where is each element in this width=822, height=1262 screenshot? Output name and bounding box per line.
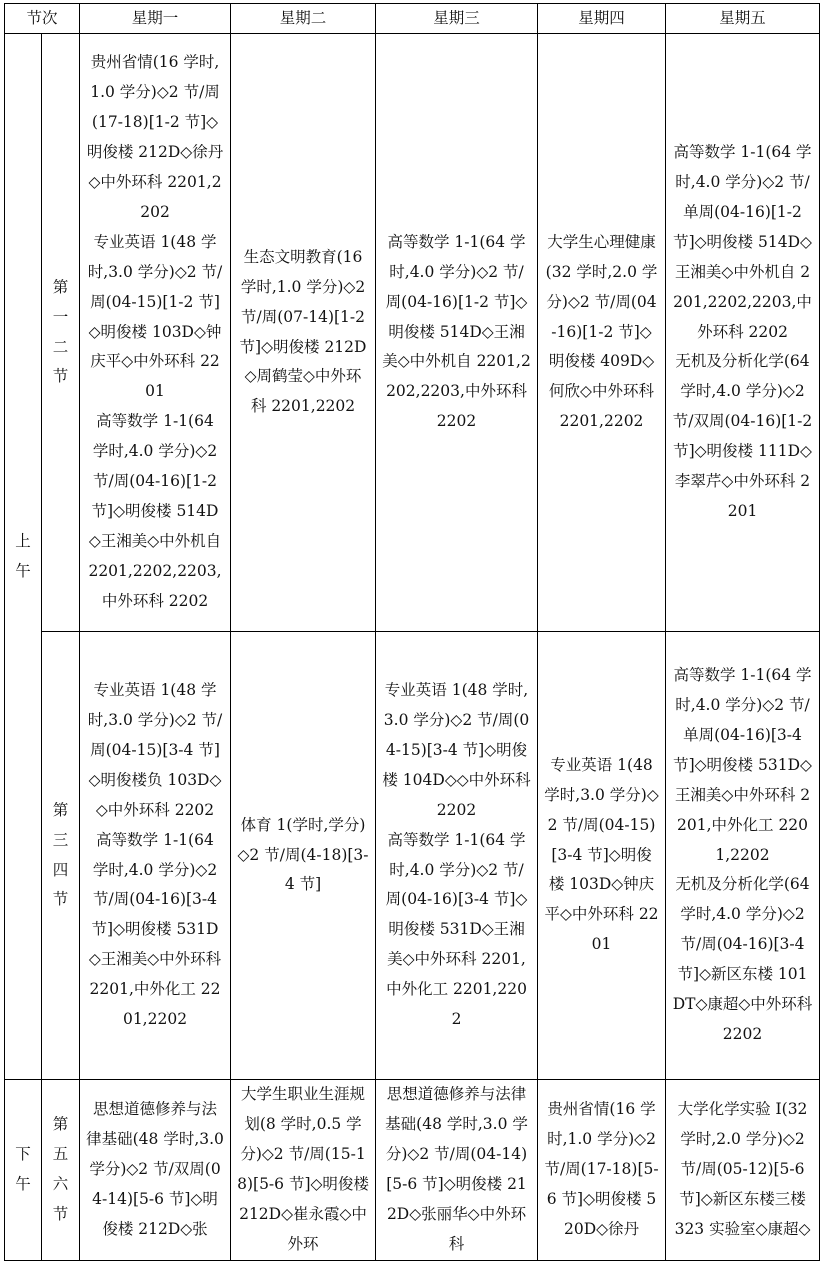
course-timetable xyxy=(4,3,820,1261)
period-row-3-4 xyxy=(5,632,820,1080)
session-afternoon: 下午 xyxy=(5,1080,42,1261)
course-cell-mon-1-2: 贵州省情(16 学时,1.0 学分)◇2 节/周(17-18)[1-2 节]◇明俊楼 212D◇徐丹◇中外环科 2201,2202 专业英语 1(48 学时,3.0 学分)◇2 节/周(04-15)[1-2 节]◇明俊楼 103D◇钟庆平◇中外环科 2201 高等数学 1-1(64 学时,4.0 学分)◇2 节/周(04-16)[1-2 节]◇明俊楼 514D◇王湘美◇中外机自 2201,2202,2203,中外环科 2202 xyxy=(80,34,231,632)
course-cell-mon-5-6: 思想道德修养与法律基础(48 学时,3.0 学分)◇2 节/双周(04-14)[5-6 节]◇明俊楼 212D◇张 xyxy=(80,1080,231,1261)
period-label-3-4: 第三四节 xyxy=(42,632,80,1080)
day-header-thursday: 星期四 xyxy=(538,4,666,34)
course-cell-thu-5-6: 贵州省情(16 学时,1.0 学分)◇2 节/周(17-18)[5-6 节]◇明俊楼 520D◇徐丹 xyxy=(538,1080,666,1261)
course-cell-wed-3-4: 专业英语 1(48 学时,3.0 学分)◇2 节/周(04-15)[3-4 节]◇明俊楼 104D◇◇中外环科 2202 高等数学 1-1(64 学时,4.0 学分)◇2 节/周(04-16)[3-4 节]◇明俊楼 531D◇王湘美◇中外环科 2201,中外化工 2201,2202 xyxy=(376,632,538,1080)
period-label-5-6: 第五六节 xyxy=(42,1080,80,1261)
course-cell-tue-3-4: 体育 1(学时,学分)◇2 节/周(4-18)[3-4 节] xyxy=(231,632,376,1080)
period-label-1-2: 第一二节 xyxy=(42,34,80,632)
day-header-friday: 星期五 xyxy=(666,4,820,34)
period-header: 节次 xyxy=(5,4,80,34)
course-cell-thu-3-4: 专业英语 1(48 学时,3.0 学分)◇2 节/周(04-15)[3-4 节]◇明俊楼 103D◇钟庆平◇中外环科 2201 xyxy=(538,632,666,1080)
header-row xyxy=(5,4,820,34)
course-cell-thu-1-2: 大学生心理健康(32 学时,2.0 学分)◇2 节/周(04-16)[1-2 节]◇明俊楼 409D◇何欣◇中外环科 2201,2202 xyxy=(538,34,666,632)
course-cell-tue-5-6: 大学生职业生涯规划(8 学时,0.5 学分)◇2 节/周(15-18)[5-6 节]◇明俊楼 212D◇崔永霞◇中外环 xyxy=(231,1080,376,1261)
period-row-1-2 xyxy=(5,34,820,632)
course-cell-mon-3-4: 专业英语 1(48 学时,3.0 学分)◇2 节/周(04-15)[3-4 节]◇明俊楼负 103D◇◇中外环科 2202 高等数学 1-1(64 学时,4.0 学分)◇2 节/周(04-16)[3-4 节]◇明俊楼 531D◇王湘美◇中外环科 2201,中外化工 2201,2202 xyxy=(80,632,231,1080)
course-cell-fri-1-2: 高等数学 1-1(64 学时,4.0 学分)◇2 节/单周(04-16)[1-2 节]◇明俊楼 514D◇王湘美◇中外机自 2201,2202,2203,中外环科 2202 无机及分析化学(64 学时,4.0 学分)◇2 节/双周(04-16)[1-2 节]◇明俊楼 111D◇李翠芹◇中外环科 2201 xyxy=(666,34,820,632)
course-cell-fri-3-4: 高等数学 1-1(64 学时,4.0 学分)◇2 节/单周(04-16)[3-4 节]◇明俊楼 531D◇王湘美◇中外环科 2201,中外化工 2201,2202 无机及分析化学(64 学时,4.0 学分)◇2 节/周(04-16)[3-4 节]◇新区东楼 101DT◇康超◇中外环科 2202 xyxy=(666,632,820,1080)
period-row-5-6 xyxy=(5,1080,820,1261)
session-morning: 上午 xyxy=(5,34,42,1080)
day-header-tuesday: 星期二 xyxy=(231,4,376,34)
course-cell-wed-1-2: 高等数学 1-1(64 学时,4.0 学分)◇2 节/周(04-16)[1-2 节]◇明俊楼 514D◇王湘美◇中外机自 2201,2202,2203,中外环科 2202 xyxy=(376,34,538,632)
day-header-monday: 星期一 xyxy=(80,4,231,34)
day-header-wednesday: 星期三 xyxy=(376,4,538,34)
course-cell-wed-5-6: 思想道德修养与法律基础(48 学时,3.0 学分)◇2 节/周(04-14)[5-6 节]◇明俊楼 212D◇张丽华◇中外环科 xyxy=(376,1080,538,1261)
course-cell-tue-1-2: 生态文明教育(16 学时,1.0 学分)◇2 节/周(07-14)[1-2 节]◇明俊楼 212D◇周鹤莹◇中外环科 2201,2202 xyxy=(231,34,376,632)
course-cell-fri-5-6: 大学化学实验 I(32 学时,2.0 学分)◇2 节/周(05-12)[5-6 节]◇新区东楼三楼 323 实验室◇康超◇ xyxy=(666,1080,820,1261)
